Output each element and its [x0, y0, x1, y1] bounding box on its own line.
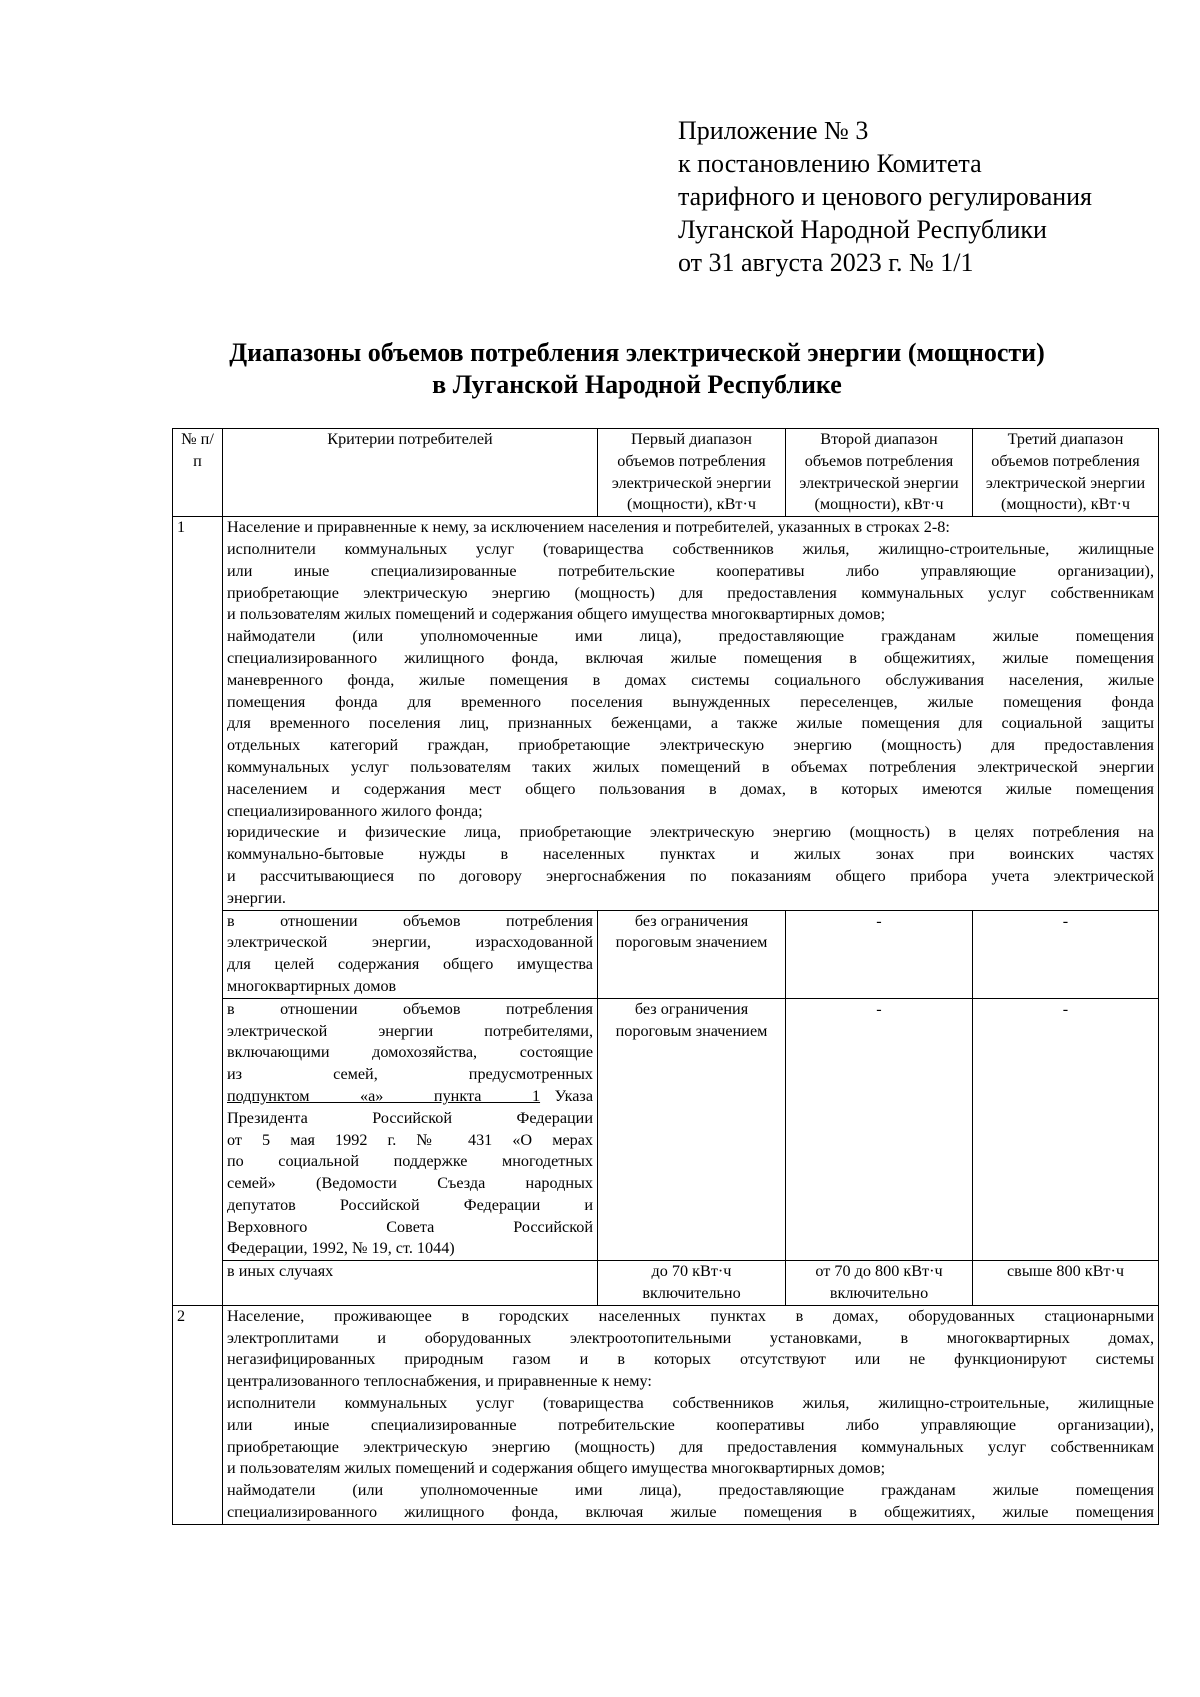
- text-line: Президента Российской Федерации: [227, 1108, 593, 1127]
- text-line: наймодатели (или уполномоченные ими лица), предоставляющие гражданам жилые помещения: [227, 1481, 1154, 1500]
- text-line: по социальной поддержке многодетных: [227, 1152, 593, 1171]
- text-line: семей» (Ведомости Съезда народных: [227, 1174, 593, 1193]
- sub3-range3: свыше 800 кВт·ч: [973, 1261, 1159, 1306]
- text-line: специализированного жилищного фонда, включая жилые помещения в общежитиях, жилые помещения: [227, 648, 1154, 667]
- appendix-line: Приложение № 3: [678, 116, 869, 145]
- text-line: исполнители коммунальных услуг (товарищества собственников жилья, жилищно-строительные, жилищные: [227, 539, 1154, 558]
- table-header-row: [173, 429, 1159, 517]
- sub1-range2: -: [786, 910, 973, 998]
- document-title: [172, 337, 1102, 401]
- sub2-range2: -: [786, 998, 973, 1261]
- row-num: 1: [173, 517, 223, 1306]
- text-line: Федерации, 1992, № 19, ст. 1044): [227, 1239, 455, 1258]
- text-line: приобретающие электрическую энергию (мощность) для предоставления коммунальных услуг собственникам: [227, 1437, 1154, 1456]
- text-line: отдельных категорий граждан, приобретающие электрическую энергию (мощность) для предоставления: [227, 736, 1154, 755]
- text-line: населением и содержания мест общего пользования в домах, в которых имеются жилые помещения: [227, 779, 1154, 798]
- text-line: из семей, предусмотренных: [227, 1065, 593, 1084]
- row1-description: [223, 517, 1159, 910]
- title-line-1: Диапазоны объемов потребления электрической энергии (мощности): [229, 338, 1045, 367]
- text-line: приобретающие электрическую энергию (мощность) для предоставления коммунальных услуг собственникам: [227, 583, 1154, 602]
- text-line: негазифицированных природным газом и в которых отсутствуют или не функционируют системы: [227, 1350, 1154, 1369]
- table-row: [173, 517, 1159, 910]
- text-line: Верховного Совета Российской: [227, 1217, 593, 1236]
- text-line: или иные специализированные потребительские кооперативы либо управляющие организации),: [227, 1415, 1154, 1434]
- sub3-range1: до 70 кВт·ч включительно: [598, 1261, 786, 1306]
- text-line: Население и приравненные к нему, за исключением населения и потребителей, указанных в строках 2-8:: [227, 518, 950, 537]
- appendix-line: к постановлению Комитета: [678, 149, 982, 178]
- text-line: и пользователям жилых помещений и содержания общего имущества многоквартирных домов;: [227, 605, 886, 624]
- link-suffix: Указа: [540, 1086, 594, 1105]
- header-range1: Первый диапазон объемов потребления электрической энергии (мощности), кВт·ч: [598, 429, 786, 517]
- text-line: для целей содержания общего имущества: [227, 955, 593, 974]
- text-line: наймодатели (или уполномоченные ими лица), предоставляющие гражданам жилые помещения: [227, 627, 1154, 646]
- text-line: энергии.: [227, 888, 286, 907]
- text-line: в отношении объемов потребления: [227, 999, 593, 1018]
- decree-subpoint-link[interactable]: подпунктом «а» пункта 1: [227, 1086, 541, 1105]
- text-line: электрической энергии потребителями,: [227, 1021, 593, 1040]
- text-line: включающими домохозяйства, состоящие: [227, 1043, 593, 1062]
- text-line: депутатов Российской Федерации и: [227, 1195, 593, 1214]
- header-range2: Второй диапазон объемов потребления электрической энергии (мощности), кВт·ч: [786, 429, 973, 517]
- text-line: многоквартирных домов: [227, 976, 397, 995]
- text-line: для временного поселения лиц, признанных беженцами, а также жилые помещения для социальной защиты: [227, 714, 1154, 733]
- text-line-with-link: [227, 1086, 593, 1108]
- appendix-header: [678, 114, 1092, 279]
- text-line: или иные специализированные потребительские кооперативы либо управляющие организации),: [227, 561, 1154, 580]
- sub1-range1: без ограничения пороговым значением: [598, 910, 786, 998]
- header-range3: Третий диапазон объемов потребления электрической энергии (мощности), кВт·ч: [973, 429, 1159, 517]
- text-line: помещения фонда для временного поселения вынужденных переселенцев, жилые помещения фонда: [227, 692, 1154, 711]
- sub1-range3: -: [973, 910, 1159, 998]
- text-line: специализированного жилого фонда;: [227, 801, 483, 820]
- text-line: электроплитами и оборудованных электроотопительными установками, в многоквартирных домах,: [227, 1328, 1154, 1347]
- table-row: [173, 1261, 1159, 1306]
- text-line: коммунально-бытовые нужды в населенных пунктах и жилых зонах при воинских частях: [227, 845, 1154, 864]
- table-row: [173, 910, 1159, 998]
- text-line: Население, проживающее в городских населенных пунктах в домах, оборудованных стационарными: [227, 1306, 1154, 1325]
- header-criteria: Критерии потребителей: [223, 429, 598, 517]
- appendix-line: Луганской Народной Республики: [678, 215, 1047, 244]
- text-line: юридические и физические лица, приобретающие электрическую энергию (мощность) в целях потребления на: [227, 823, 1154, 842]
- table-row: [173, 998, 1159, 1261]
- table-row: [173, 1305, 1159, 1524]
- text-line: и пользователям жилых помещений и содержания общего имущества многоквартирных домов;: [227, 1459, 886, 1478]
- text-line: от 5 мая 1992 г. № 431 «О мерах: [227, 1130, 593, 1149]
- title-line-2: в Луганской Народной Республике: [432, 370, 842, 399]
- sub1-criteria: [223, 910, 598, 998]
- consumption-ranges-table: [172, 428, 1159, 1525]
- text-line: маневренного фонда, жилые помещения в домах системы социального обслуживания населения, жилые: [227, 670, 1154, 689]
- header-num: № п/п: [173, 429, 223, 517]
- text-line: централизованного теплоснабжения, и приравненные к нему:: [227, 1372, 652, 1391]
- text-line: исполнители коммунальных услуг (товарищества собственников жилья, жилищно-строительные, жилищные: [227, 1394, 1154, 1413]
- row-num: 2: [173, 1305, 223, 1524]
- text-line: коммунальных услуг пользователям таких жилых помещений в объемах потребления электрической энергии: [227, 757, 1154, 776]
- sub2-range3: -: [973, 998, 1159, 1261]
- text-line: и рассчитывающиеся по договору энергоснабжения по показаниям общего прибора учета электрической: [227, 866, 1154, 885]
- text-line: специализированного жилищного фонда, включая жилые помещения в общежитиях, жилые помещения: [227, 1503, 1154, 1522]
- sub3-criteria: в иных случаях: [223, 1261, 598, 1306]
- row2-description: [223, 1305, 1159, 1524]
- sub3-range2: от 70 до 800 кВт·ч включительно: [786, 1261, 973, 1306]
- sub2-criteria: [223, 998, 598, 1261]
- text-line: в отношении объемов потребления: [227, 911, 593, 930]
- appendix-line: тарифного и ценового регулирования: [678, 182, 1093, 211]
- appendix-line: от 31 августа 2023 г. № 1/1: [678, 248, 974, 277]
- sub2-range1: без ограничения пороговым значением: [598, 998, 786, 1261]
- text-line: электрической энергии, израсходованной: [227, 933, 593, 952]
